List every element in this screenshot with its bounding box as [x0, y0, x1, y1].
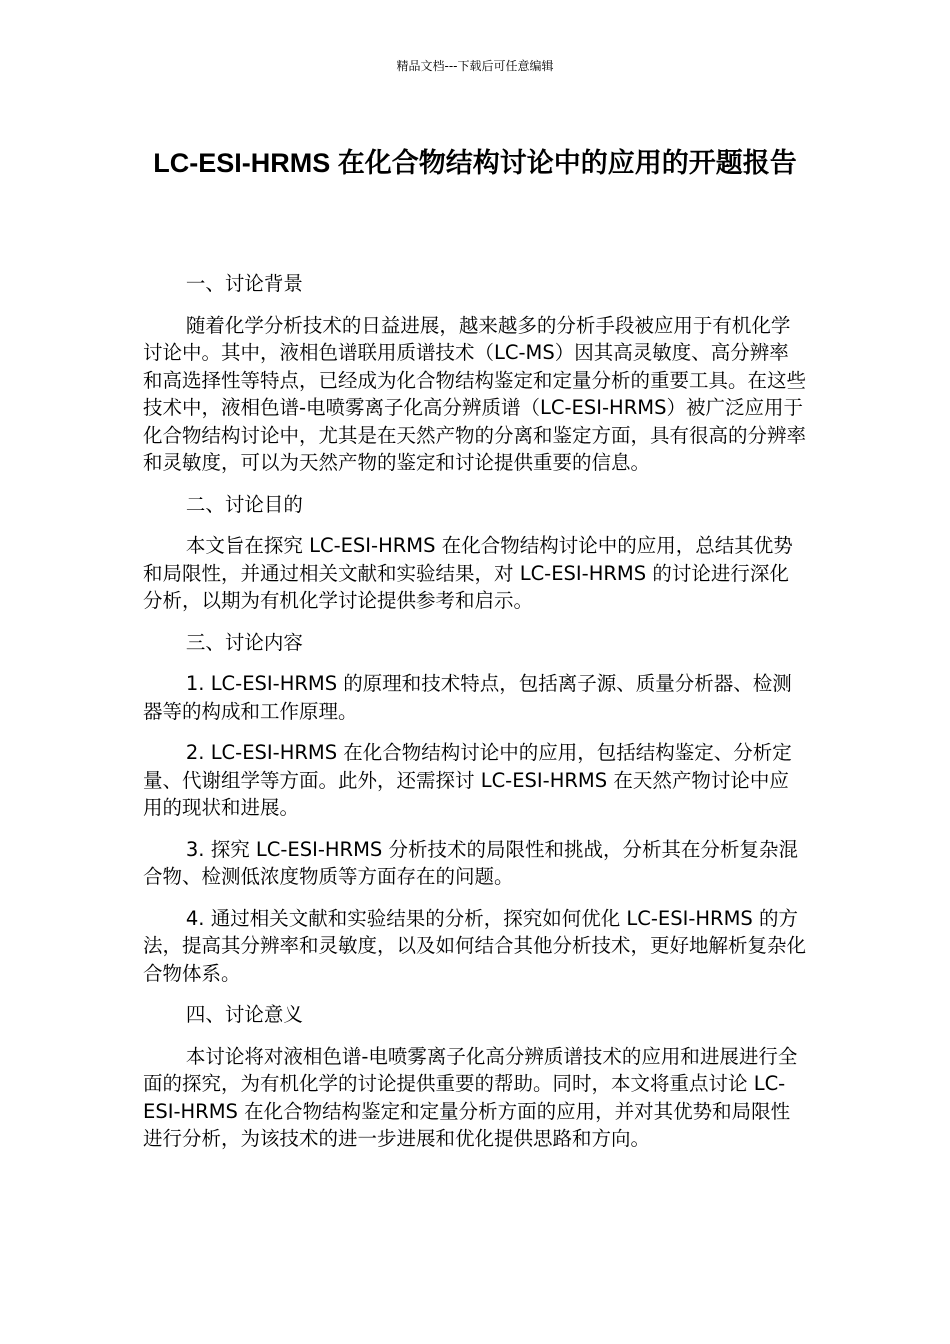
content-item-1: 1. LC-ESI-HRMS 的原理和技术特点，包括离子源、质量分析器、检测器等的构成和工作原理。: [143, 672, 792, 723]
significance-paragraph: 本讨论将对液相色谱-电喷雾离子化高分辨质谱技术的应用和进展进行全面的探究，为有机化学的讨论提供重要的帮助。同时，本文将重点讨论 LC-ESI-HRMS 在化合物结构鉴定和定量分析方面的应用，并对其优势和局限性进行分析，为该技术的进一步进展和优化提供思路和方向。: [143, 1044, 798, 1150]
background-paragraph: 随着化学分析技术的日益进展，越来越多的分析手段被应用于有机化学讨论中。其中，液相色谱联用质谱技术（LC-MS）因其高灵敏度、高分辨率和高选择性等特点，已经成为化合物结构鉴定和定量分析的重要工具。在这些技术中，液相色谱-电喷雾离子化高分辨质谱（LC-ESI-HRMS）被广泛应用于化合物结构讨论中，尤其是在天然产物的分离和鉴定方面，具有很高的分辨率和灵敏度，可以为天然产物的鉴定和讨论提供重要的信息。: [143, 313, 807, 474]
content-item-4: 4. 通过相关文献和实验结果的分析，探究如何优化 LC-ESI-HRMS 的方法，提高其分辨率和灵敏度，以及如何结合其他分析技术，更好地解析复杂化合物体系。: [143, 906, 807, 985]
header-note: 精品文档---下载后可任意编辑: [396, 59, 554, 73]
content-item-3: 3. 探究 LC-ESI-HRMS 分析技术的局限性和挑战，分析其在分析复杂混合物、检测低浓度物质等方面存在的问题。: [143, 837, 799, 888]
content-item-2: 2. LC-ESI-HRMS 在化合物结构讨论中的应用，包括结构鉴定、分析定量、代谢组学等方面。此外，还需探讨 LC-ESI-HRMS 在天然产物讨论中应用的现状和进展。: [143, 741, 792, 819]
section-heading-content: 三、讨论内容: [185, 630, 303, 654]
section-heading-purpose: 二、讨论目的: [185, 492, 303, 516]
section-heading-significance: 四、讨论意义: [185, 1003, 303, 1026]
section-heading-background: 一、讨论背景: [185, 272, 303, 295]
purpose-paragraph: 本文旨在探究 LC-ESI-HRMS 在化合物结构讨论中的应用，总结其优势和局限性，并通过相关文献和实验结果，对 LC-ESI-HRMS 的讨论进行深化分析，以期为有机化学讨论提供参考和启示。: [143, 534, 793, 612]
document-body: [143, 270, 807, 1167]
document-title: LC-ESI-HRMS 在化合物结构讨论中的应用的开题报告: [153, 148, 797, 178]
